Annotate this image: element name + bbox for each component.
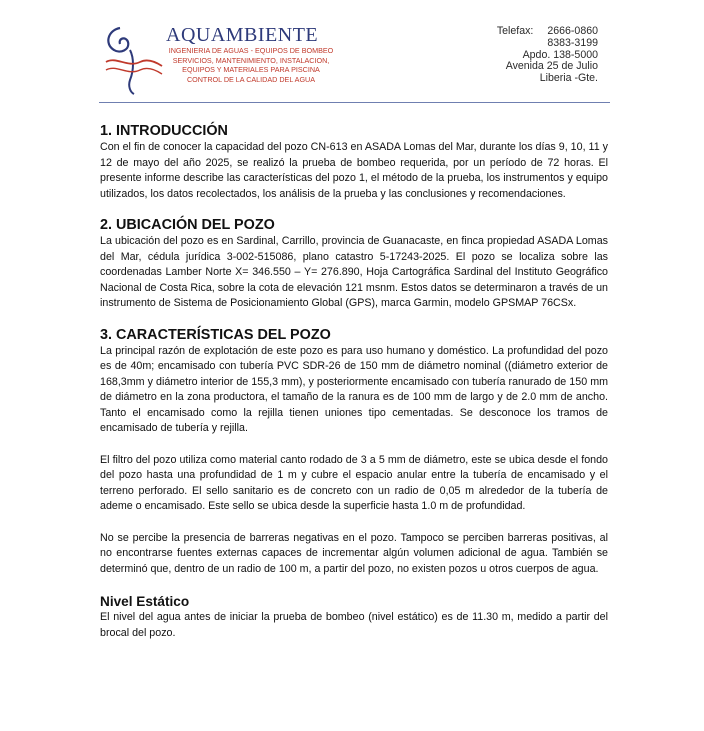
phone-number: 8383-3199	[547, 36, 598, 49]
company-tagline	[166, 46, 336, 84]
section-heading-caracteristicas: 3. CARACTERÍSTICAS DEL POZO	[100, 326, 331, 343]
subheading-nivel-estatico: Nivel Estático	[100, 594, 190, 609]
tagline-line: SERVICIOS, MANTENIMIENTO, INSTALACION,	[172, 55, 330, 65]
section-heading-introduccion: 1. INTRODUCCIÓN	[100, 123, 228, 139]
static-level-paragraph: El nivel del agua antes de iniciar la prueba de bombeo (nivel estático) es de 11.30 m, medido a partir del brocal del pozo.	[100, 611, 608, 639]
phone-number: 2666-0860	[547, 25, 598, 37]
section-heading-ubicacion: 2. UBICACIÓN DEL POZO	[100, 217, 275, 233]
header-divider	[99, 102, 610, 103]
barriers-paragraph: No se percibe la presencia de barreras negativas en el pozo. Tampoco se perciben barreras positivas, al no encontrarse fuentes externas capaces de incrementar algún volumen adicional de agua. También se determinó que, dentro de un radio de 100 m, a partir del pozo, no existen pozos u otros cuerpos de agua.	[100, 531, 608, 575]
document-body	[100, 122, 608, 641]
telefax-label: Telefax:	[496, 25, 534, 37]
contact-block	[497, 26, 598, 85]
postal-box: Apdo. 138-5000	[522, 48, 598, 61]
company-name: AQUAMBIENTE	[166, 24, 319, 46]
letterhead	[100, 22, 610, 102]
filter-paragraph: El filtro del pozo utiliza como material canto rodado de 3 a 5 mm de diámetro, este se ubica desde el fondo del pozo hasta una profundidad de 1 m y cubre el espacio anular entre la tubería de encamisado y el terreno perforado. El sello sanitario es de concreto con un radio de 0,05 m alrededor de la tubería de ademe o encamisado. Este sello se ubica desde la superficie hasta 1.0 m de profundidad.	[100, 453, 608, 512]
intro-paragraph: Con el fin de conocer la capacidad del pozo CN-613 en ASADA Lomas del Mar, durante los días 9, 10, 11 y 12 de mayo del año 2025, se realizó la prueba de bombeo requerida, por un período de 72 horas. El presente informe describe las características del pozo 1, el método de la prueba, los instrumentos y equipo utilizados, los datos recolectados, los análisis de la prueba y las conclusiones y recomendaciones.	[100, 141, 608, 200]
tagline-line: EQUIPOS Y MATERIALES PARA PISCINA	[182, 65, 320, 75]
tagline-line: CONTROL DE LA CALIDAD DEL AGUA	[186, 74, 316, 84]
water-drop-logo-icon	[100, 22, 166, 98]
company-block	[166, 24, 386, 84]
location-paragraph: La ubicación del pozo es en Sardinal, Carrillo, provincia de Guanacaste, en finca propiedad ASADA Lomas del Mar, cédula jurídica 3-002-515086, plano catastro 5-17243-2025. El pozo se localiza sobre las coordenadas Lamber Norte X= 346.550 – Y= 276.890, Hoja Cartográfica Sardinal del Instituto Geográfico Nacional de Costa Rica, sobre la cota de elevación 121 msnm. Estos datos se determinaron a través de un instrumento de Sistema de Posicionamiento Global (GPS), marca Garmin, modelo GPSMAP 76CSx.	[100, 235, 608, 309]
street-address: Avenida 25 de Julio	[505, 60, 598, 73]
tagline-line: INGENIERIA DE AGUAS - EQUIPOS DE BOMBEO	[168, 46, 334, 55]
characteristics-paragraph: La principal razón de explotación de este pozo es para uso humano y doméstico. La profundidad del pozo es de 40m; encamisado con tubería PVC SDR-26 de 150 mm de diámetro nominal ((diámetro exterior de 168,3mm y diámetro interior de 155,3 mm), y posteriormente encamisado con tubería ranurado de 150 mm de diámetro en la zona productora, el tamaño de la ranura es de 100 mm de largo y de 2.0 mm de ancho. Tanto el encamisado como la rejilla tienen uniones tipo cementadas. Se desconoce los tramos de encamisado de tubería y rejilla.	[100, 344, 608, 434]
city: Liberia -Gte.	[539, 72, 598, 85]
